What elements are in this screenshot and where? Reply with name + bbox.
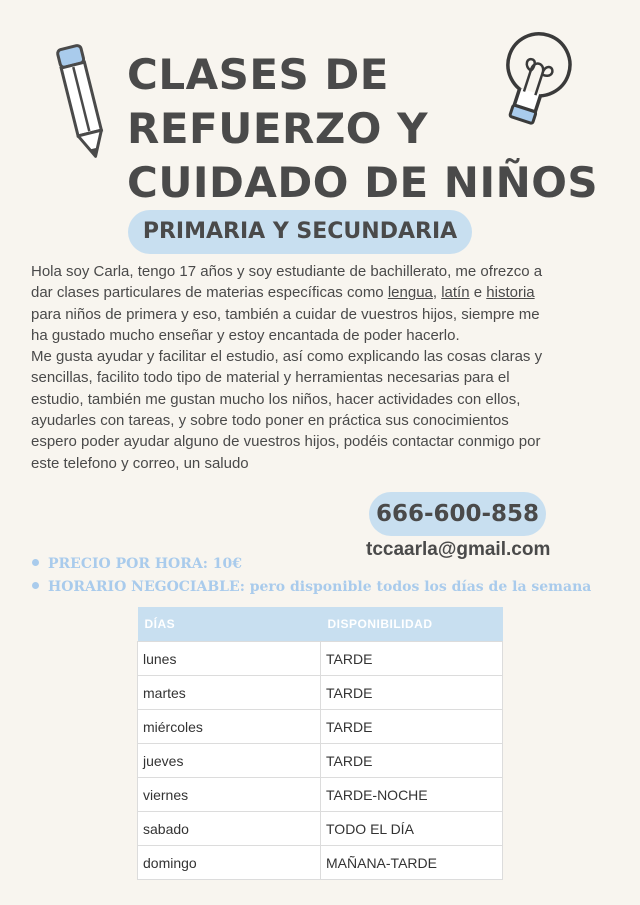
availability-cell: TARDE	[321, 744, 503, 778]
pencil-icon	[54, 40, 110, 164]
email-address[interactable]: tccaarla@gmail.com	[366, 539, 551, 560]
phone-number[interactable]: 666-600-858	[369, 492, 546, 536]
day-cell: sabado	[138, 812, 321, 846]
intro-text: Hola soy Carla, tengo 17 años y soy estudiante de bachillerato, me ofrezco a dar clases particulares de materias específicas como	[31, 263, 543, 302]
info-bullet-list	[32, 553, 591, 599]
day-cell: miércoles	[138, 710, 321, 744]
day-cell: jueves	[138, 744, 321, 778]
bullet-price-text: PRECIO POR HORA: 10€	[48, 556, 243, 572]
availability-table	[137, 607, 503, 880]
table-row	[138, 846, 503, 880]
intro-paragraph	[31, 261, 551, 346]
title-line-3: CUIDADO DE NIÑOS	[127, 158, 599, 207]
availability-cell: TARDE	[321, 676, 503, 710]
conjunction-text: e	[469, 284, 487, 302]
separator-text: ,	[432, 284, 442, 302]
bullet-schedule-text: HORARIO NEGOCIABLE: pero disponible todos los días de la semana	[48, 579, 592, 595]
header-days: DÍAS	[138, 607, 321, 642]
availability-cell: TODO EL DÍA	[321, 812, 503, 846]
availability-cell: MAÑANA-TARDE	[321, 846, 503, 880]
title-line-1: CLASES DE	[127, 50, 389, 99]
table-row	[138, 744, 503, 778]
contact-paragraph: espero poder ayudar alguno de vuestros hijos, podéis contactar conmigo por este telefono y correo, un saludo	[31, 433, 541, 472]
availability-cell: TARDE	[321, 710, 503, 744]
table-row	[138, 812, 503, 846]
subtitle-badge: PRIMARIA Y SECUNDARIA	[128, 210, 472, 254]
bullet-dot-icon	[32, 559, 39, 566]
table-row	[138, 676, 503, 710]
title-line-2: REFUERZO Y	[127, 104, 429, 153]
table-row	[138, 778, 503, 812]
header-availability: DISPONIBILIDAD	[321, 607, 503, 642]
description-text	[31, 261, 551, 474]
bullet-dot-icon	[32, 582, 39, 589]
availability-cell: TARDE	[321, 642, 503, 676]
subject-latin: latín	[441, 284, 470, 302]
help-paragraph: Me gusta ayudar y facilitar el estudio, así como explicando las cosas claras y sencillas, facilito todo tipo de material y herramientas necesarias para el estudio, también me gustan mucho los niños, hacer actividades con ellos, ayudarles con tareas, y sobre todo poner en práctica sus conocimientos	[31, 348, 543, 430]
day-cell: lunes	[138, 642, 321, 676]
day-cell: domingo	[138, 846, 321, 880]
table-row	[138, 710, 503, 744]
bullet-price	[32, 553, 591, 576]
bullet-schedule	[32, 576, 591, 599]
day-cell: martes	[138, 676, 321, 710]
table-header-row	[138, 607, 503, 642]
subject-historia: historia	[486, 284, 535, 302]
availability-cell: TARDE-NOCHE	[321, 778, 503, 812]
intro-text-end: para niños de primera y eso, también a cuidar de vuestros hijos, siempre me ha gustado mucho enseñar y estoy encantada de poder hacerlo.	[31, 305, 540, 344]
day-cell: viernes	[138, 778, 321, 812]
table-row	[138, 642, 503, 676]
page-title	[127, 48, 599, 210]
subject-lengua: lengua	[387, 284, 433, 302]
